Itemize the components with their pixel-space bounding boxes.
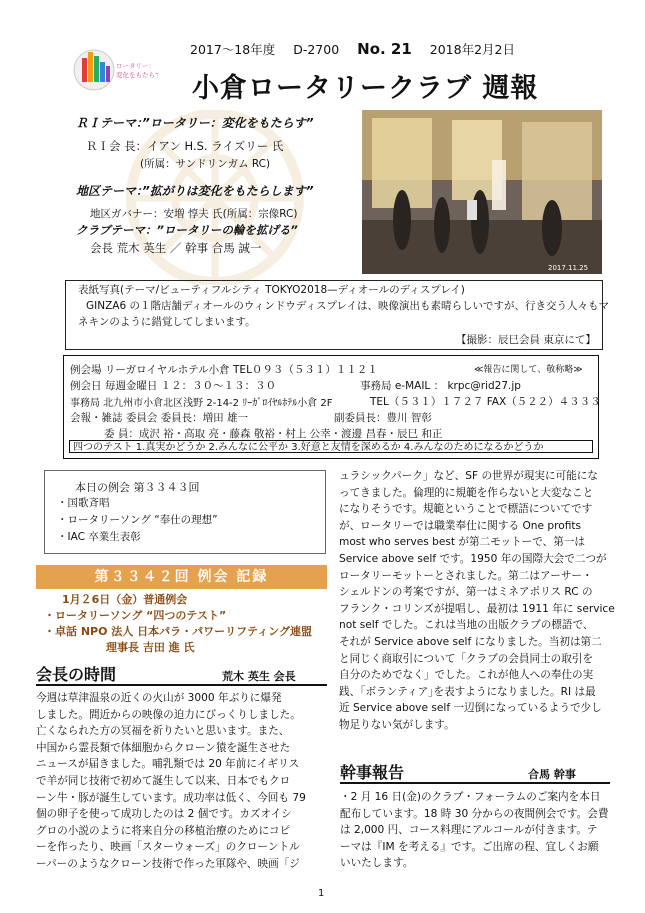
office-address: 事務局 北九州市小倉北区浅野 2-14-2 ﾘｰｶﾞﾛｲﾔﾙﾎﾃﾙ小倉 2F: [70, 398, 333, 409]
caption-line-2: ネキンのように錯覚してしまいます。: [78, 316, 256, 328]
meeting-time: 例会日 毎週金曜日 １２：３０〜１３：３０: [70, 380, 277, 392]
caption-line-1: GINZA6 の１階店舗ディオールのウィンドウディスプレイは、映像演出も素晴らしいですが、行き交う人々もマ: [86, 300, 610, 312]
text-line: は 2,000 円、コース料理にアルコールが付きます。テ: [340, 824, 598, 837]
text-line: いいたします。: [340, 857, 414, 870]
themes-block: [70, 112, 355, 277]
text-line: ーン牛・豚が誕生しています。成功率は低く、今回も 79: [36, 791, 306, 804]
report-note: ≪報告に関して、敬称略≫: [474, 365, 583, 375]
text-line: ・2 月 16 日(金)のクラブ・フォーラムのご案内を本日: [340, 791, 601, 803]
president-text-continued: [339, 468, 615, 734]
cover-photo: [362, 110, 602, 274]
committee-members: 委 員：成沢 裕・高取 亮・藤森 敬裕・村上 公幸・渡邊 昌春・辰巳 和正: [104, 428, 443, 440]
text-line: 践、｢ボランティア｣を表すようになりました。RI は最: [339, 685, 596, 698]
meeting-record: [36, 589, 327, 655]
text-line: と同じく商取引について「クラブの会員同士の取引を: [339, 652, 594, 665]
text-line: Service above self です。1950 年の国際大会で二つが: [339, 552, 607, 565]
text-line: ーを作ったり、映画「スターウォーズ」のクローントル: [36, 841, 300, 854]
ri-theme: ＲＩテーマ：”ロータリー：変化をもたらす”: [76, 116, 314, 130]
secretary-section-title: 幹事報告: [340, 763, 405, 782]
club-theme: クラブテーマ：”ロータリーの輪を拡げる”: [76, 223, 298, 237]
photo-credit: 【撮影：辰巳会員 東京にて】: [456, 334, 596, 346]
text-line: ュラシックパーク」など、SF の世界が現実に可能にな: [339, 470, 598, 482]
text-line: が、ロータリーでは職業奉仕に関する One profits: [339, 519, 582, 532]
officers: 会長 荒木 英生 ／ 幹事 合馬 誠一: [90, 241, 262, 255]
text-line: になりそうです。規範ということで標語についてです: [339, 503, 593, 516]
text-line: で羊が同じ技術で初めて誕生して以来、日本でもクロ: [36, 774, 291, 787]
list-item: ・IAC 卒業生表彰: [57, 531, 141, 543]
text-line: ーパーのようなクローン技術で作った軍隊や、映画「ジ: [36, 857, 300, 870]
issue-number: No. 21: [357, 40, 412, 58]
president-text: [36, 690, 306, 873]
today-heading: 本日の例会 第３３４３回: [75, 481, 200, 494]
record-line-2: ・卓話 NPO 法人 日本パラ・パワーリフティング連盟: [44, 625, 313, 638]
meeting-record-banner: 第３３４２回 例会 記録: [36, 565, 327, 589]
caption-title: 表紙写真(テーマ/ビューティフルシティ TOKYO2018—ディオールのディスプレイ): [78, 284, 465, 296]
cover-caption: [78, 283, 610, 346]
text-line: ロータリーモットーとされました。第二はアーサー・: [339, 569, 593, 582]
record-date: 1月２6日（金）普通例会: [62, 593, 188, 606]
text-line: それが Service above self になりました。当初は第二: [339, 635, 602, 648]
issue-date: 2018年2月2日: [429, 42, 515, 57]
text-line: シェルドンの考案ですが、第一はミネアポリス RC の: [339, 586, 593, 599]
secretary-author: 合馬 幹事: [528, 768, 576, 781]
president-rule: [36, 684, 327, 686]
issue-line: [190, 40, 515, 58]
text-line: 近 Service above self 一辺倒になっているようで少し: [339, 702, 602, 715]
text-line: 個の卵子を使って成功したのは 2 個です。カズオイシ: [36, 808, 292, 821]
record-line-1: ・ロータリーソング “四つのテスト”: [44, 609, 227, 622]
ri-president: ＲＩ会 長：イアン H.S. ライズリー 氏: [86, 139, 284, 153]
svg-text:ロータリー：: ロータリー：: [116, 62, 155, 70]
secretary-rule: [340, 782, 610, 784]
district: D-2700: [293, 42, 340, 57]
photo-date-stamp: 2017.11.25: [548, 264, 589, 272]
record-line-3: 理事長 吉田 進 氏: [106, 641, 195, 654]
text-line: not self でした。これは当地の出版クラブの標語で、: [339, 619, 594, 632]
fiscal-year: 2017〜18年度: [190, 42, 276, 57]
club-info-box: [63, 355, 599, 459]
governor: 地区ガバナー：安増 惇夫 氏(所属：宗像RC): [90, 208, 298, 220]
text-line: ってきました。倫理的に規範を作らないと大変なこと: [339, 486, 594, 499]
today-program-list: [57, 495, 218, 546]
committee-vice: 副委員長：豊川 智彰: [334, 412, 432, 424]
venue: 例会場 リーガロイヤルホテル小倉 TEL０９３（５３１）１１２１: [70, 364, 378, 376]
secretary-text: [340, 789, 608, 872]
list-item: ・国歌斉唱: [57, 497, 110, 509]
text-line: しました。間近からの映像の迫力にびっくりしました。: [36, 708, 301, 721]
president-section-title: 会長の時間: [36, 665, 117, 684]
text-line: 物足りない気がします。: [339, 718, 455, 731]
text-line: フランク・コリンズが提唱し、最初は 1911 年に service: [339, 602, 615, 615]
text-line: ニュースが届きました。哺乳類では 20 年前にイギリス: [36, 758, 300, 771]
text-line: most who serves best が第二モットーで、第一は: [339, 536, 586, 549]
list-item: ・ロータリーソング “奉仕の理想”: [57, 514, 218, 526]
newsletter-title: 小倉ロータリークラブ 週報: [192, 73, 539, 104]
four-way-test: 四つのテスト 1.真実かどうか 2.みんなに公平か 3.好意と友情を深めるか 4.みんなのためになるかどうか: [69, 440, 593, 453]
district-theme: 地区テーマ：”拡がりは変化をもたらします”: [76, 184, 314, 198]
svg-text:変化をもたらす: 変化をもたらす: [116, 71, 158, 79]
committee-chair: 会報・雑誌 委員会 委員長：増田 雄一: [70, 412, 249, 424]
text-line: 中国から霊長類で体細胞からクローン猿を誕生させた: [36, 741, 291, 754]
office-phone: TEL（５３１）１７２７ FAX（５２２）４３３３: [370, 396, 601, 408]
text-line: 配布しています。18 時 30 分からの夜間例会です。会費: [340, 807, 609, 820]
today-meeting-box: [44, 470, 326, 554]
page-number: 1: [318, 888, 325, 899]
text-line: 自分のためでなく」でした。これが他人への奉仕の実: [339, 669, 594, 682]
office-email: 事務局 e-MAIL ： krpc@rid27.jp: [360, 380, 521, 392]
text-line: 亡くなられた方の冥福を祈りたいと思います。また、: [36, 725, 290, 738]
text-line: グロの小説のように将来自分の移植治療のためにコピ: [36, 824, 291, 837]
text-line: ーマは『IM を考える』です。ご出席の程、宜しくお願: [340, 840, 599, 853]
text-line: 今週は草津温泉の近くの火山が 3000 年ぶりに爆発: [36, 692, 282, 704]
rotary-logo: [72, 40, 158, 102]
president-author: 荒木 英生 会長: [222, 670, 296, 683]
ri-president-club: (所属：サンドリンガム RC): [140, 158, 271, 170]
